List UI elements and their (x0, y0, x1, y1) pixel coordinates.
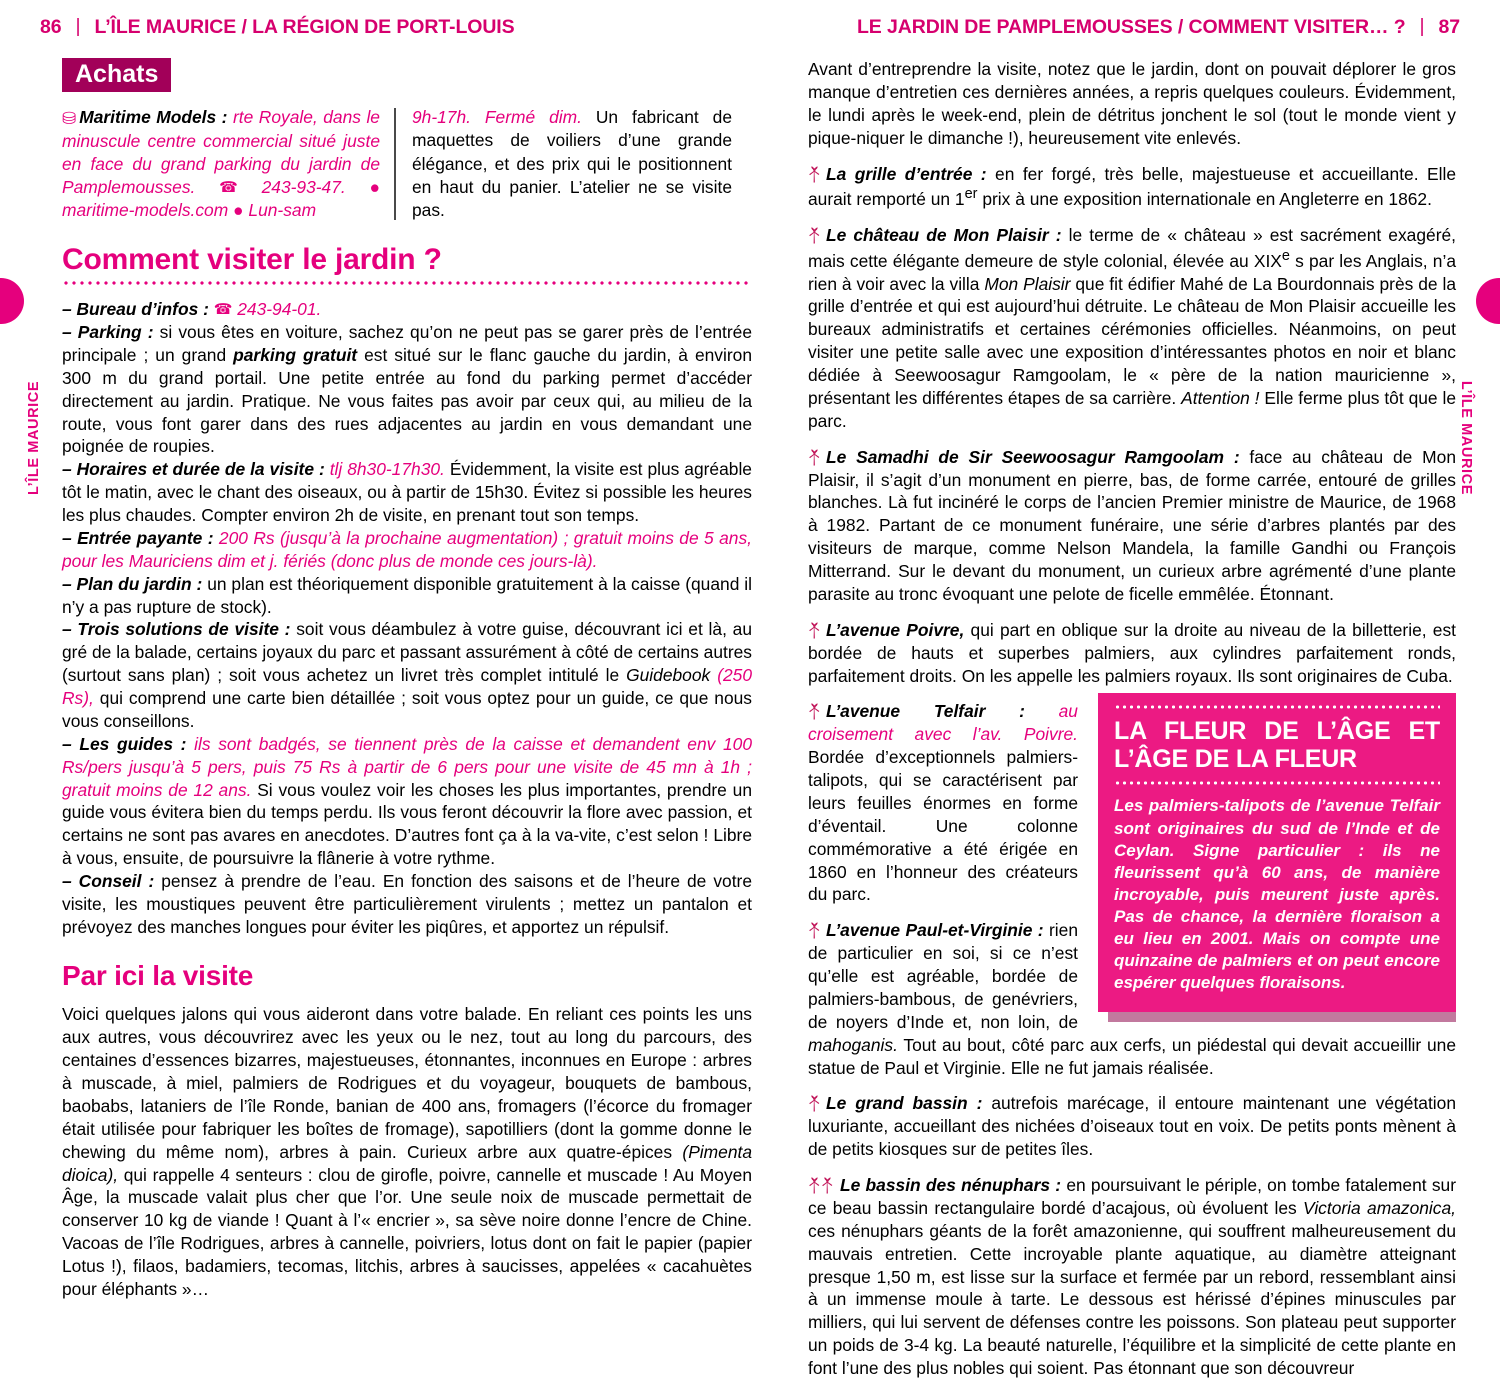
entry-chateau-p4: Elle ferme plus tôt que le parc. (808, 387, 1456, 431)
palm-tree-icon (808, 1095, 821, 1112)
par-ici-body (62, 1003, 752, 1300)
entry-nenuphars-label: Le bassin des nénuphars : (840, 1175, 1062, 1196)
entry-telfair-pink: au croisement avec l’av. Poivre. (808, 701, 1078, 745)
info-bureau-label: – Bureau d’infos : (62, 299, 209, 320)
info-guides (62, 733, 752, 870)
par-ici-text-2: qui rappelle 4 senteurs : clou de girofle, poivre, cannelle et muscade ! Au Moyen Âge, la muscade valait plus cher que l’or. Une seule noix de muscade permettait de conserver 10 kg de viande ! Quant à l’« encrier », sa sève noire donne l’encre de Chine. Vacoas de l’île Rodrigues, arbres à cannelle, poivriers, lotus dont on fait le papier (papier Lotus !), filaos, badamiers, tecomas, litchis, arbres à saucisses, appelées « cacahuètes pour éléphants »… (62, 1164, 752, 1299)
right-intro-paragraph: Avant d’entreprendre la visite, notez que le jardin, dont on pouvait déplorer le gros manque d’entretien ces dernières années, a repris quelques couleurs. Évidemment, le lundi après le week-end, plein de détritus jonchent le sol (tout le monde vient y pique-niquer le dimanche !), heureusement vite enlevés. (808, 59, 1456, 148)
palm-tree-icon (808, 449, 821, 466)
entry-chateau-mon-plaisir (808, 224, 1456, 433)
palm-tree-icon (808, 622, 821, 639)
entry-chateau-p3: que fit édifier Mahé de La Bourdonnais près de la grille d’entrée et qui est aujourd’hui détruite. Le château de Mon Plaisir accueille les bureaux administratifs et certaines cérémonies officielles. Néanmoins, on peut visiter une petite salle avec une exposition d’intéressantes photos en noir et blanc dédiée à Seewoosagur Ramgoolam, le « père de la nation mauricienne », présentant les différentes étapes de sa carrière. (808, 273, 1456, 408)
sidebar-box-fleur-de-lage (1098, 693, 1456, 1012)
rubric-achats: Achats (62, 58, 171, 92)
side-tab-dot-left (0, 278, 24, 324)
bullet-icon-2: ● (233, 200, 244, 221)
shop-description: Un fabricant de maquettes de voiliers d’une grande élégance, et des prix qui le positionnent en haut du panier. L’atelier ne se visite pas. (412, 107, 732, 220)
info-entree (62, 527, 752, 573)
side-tab-dot-right (1476, 278, 1500, 324)
folio-right: 87 (1438, 15, 1460, 38)
info-horaires-label: – Horaires et durée de la visite : (62, 459, 325, 480)
entry-grand-bassin-label: Le grand bassin : (826, 1093, 983, 1114)
shop-listing (62, 106, 752, 222)
phone-icon-bureau: ☎ (213, 301, 233, 319)
palm-tree-icon (808, 166, 821, 183)
info-guides-label: – Les guides : (62, 733, 187, 754)
entry-chateau-p1: le terme de « château » est sacrément exagéré, mais cette élégante demeure de style colonial, élevée au XIX (808, 225, 1456, 271)
entry-poivre-label: L’avenue Poivre, (826, 619, 965, 640)
entry-nenuphars-text-1: en poursuivant le périple, on tombe fatalement sur ce beau bassin rectangulaire bordé d’acajous, où évoluent les (808, 1175, 1456, 1218)
info-bureau (62, 298, 752, 321)
phone-icon: ☎ (219, 179, 238, 197)
entry-telfair-text: Bordée d’exceptionnels palmiers-talipots, qui se caractérisent par leurs feuilles énormes en forme d’éventail. Une colonne commémorative a été érigée en 1860 en l’honneur des créateurs du parc. (808, 747, 1078, 905)
sidebar-box-body (1098, 693, 1456, 1012)
shop-listing-left (62, 106, 394, 222)
info-trois-label: – Trois solutions de visite : (62, 619, 291, 640)
info-guides-text: Si vous voulez voir les choses les plus importantes, prendre un guide vous évitera bien du temps perdu. Ils vous feront découvrir la flore avec passion, et certains ne sont pas avares en anecdotes. D’autres font ça à la va-vite, c’est selon ! Libre à vous, ensuite, de poursuivre la flânerie à votre rythme. (62, 779, 752, 869)
par-ici-italic: (Pimenta dioica), (62, 1141, 752, 1185)
info-conseil-label: – Conseil : (62, 871, 155, 892)
info-plan (62, 573, 752, 619)
entry-samadhi-label: Le Samadhi de Sir Seewoosagur Ramgoolam : (826, 446, 1240, 467)
entry-samadhi-text: face au château de Mon Plaisir, il s’agit d’un monument en pierre, bas, de forme carrée, entouré de grilles blanches. Là fut incinéré le corps de l’ancien Premier ministre de Maurice, de 1968 à 1982. Partant de ce monument funéraire, une série d’arbres plantés par des visiteurs de marque, comme Nelson Mandela, la famille Gandhi ou François Mitterrand. Sur le devant du monument, un curieux arbre agrémenté d’une plante parasite au tronc évoquant une pelote de ficelle emmêlée. Étonnant. (808, 446, 1456, 604)
sidebar-box-text: Les palmiers-talipots de l’avenue Telfair sont originaires du sud de l’Inde et de Ceylan. Signe particulier : ils ne fleurissent qu’à 60 ans, de manière incroyable, puis meurent juste après. Pas de chance, la dernière floraison a eu lieu en 2001. Mais on compte une quinzaine de palmiers et on peut encore espérer quelques floraisons. (1114, 796, 1440, 993)
entry-samadhi (808, 446, 1456, 606)
shop-days: Lun-sam (243, 200, 317, 221)
right-column (808, 58, 1456, 1380)
folio-left: 86 (40, 15, 62, 38)
entry-grand-bassin-text: autrefois marécage, il entoure maintenant une végétation luxuriante, accueillant des nichées d’oiseaux tout en voix. De petits ponts mènent à de petits kiosques sur de petites îles. (808, 1093, 1456, 1160)
par-ici-paragraph (62, 1003, 752, 1300)
folio-separator-right: | (1419, 14, 1425, 37)
info-trois-text-2: qui comprend une carte bien détaillée ; soit vous optez pour un guide, ce que nous vous conseillons. (62, 688, 752, 731)
palm-tree-icon-double (808, 1177, 835, 1194)
palm-tree-icon (808, 922, 821, 939)
info-horaires-pink: tlj 8h30-17h30. (324, 459, 445, 480)
entry-paul-virginie-italic: mahoganis. (808, 1034, 898, 1055)
sidebar-box-rule-bottom (1114, 781, 1440, 785)
info-parking-text-2: est situé sur le flanc gauche du jardin, à environ 300 m du grand portail. Une petite entrée au fond du parking permet d’accéder directement au jardin. Pratique. Ne vous faites pas avoir par ceux qui, au milieu de la route, vous font garer dans des rues adjacentes au jardin en vous demandant une poignée de roupies. (62, 344, 752, 457)
entry-telfair-label: L’avenue Telfair : (826, 701, 1025, 722)
shop-website: maritime-models.com (62, 200, 234, 221)
entry-chateau-italic-1: Mon Plaisir (984, 273, 1071, 294)
running-head-right-title: LE JARDIN DE PAMPLEMOUSSES / COMMENT VISITER… ? (856, 15, 1406, 38)
entry-paul-virginie-text-2: Tout au bout, côté parc aux cerfs, un piédestal qui devait accueillir une statue de Paul et Virginie. Elle ne fut jamais réalisée. (808, 1034, 1456, 1078)
side-tab-label-left: L’ÎLE MAURICE (26, 380, 42, 495)
entry-grille-label: La grille d’entrée : (826, 163, 987, 184)
running-head-right (857, 12, 1460, 42)
entry-nenuphars-italic: Victoria amazonica, (1303, 1197, 1456, 1218)
entry-chateau-sup: e (1281, 247, 1290, 264)
info-trois-italic: Guidebook (626, 665, 711, 686)
entry-nenuphars-text-2: ces nénuphars géants de la forêt amazonienne, qui souffrent malheureusement du mauvais entretien. Cette incroyable plante aquatique, au diamètre atteignant presque 1,50 m, est lisse sur la surface et fermée par un rebord, ressemblant ainsi à un immense moule à tarte. Le dessous est hérissé d’épines minuscules par milliers, qui lui servent de défenses contre les poissons. Son plateau peut supporter un poids de 3-4 kg. La beauté naturelle, l’équilibre et la simplicité de cette plante en font l’une des plus nobles qui soient. Pas étonnant que son découvreur (808, 1220, 1456, 1379)
running-head-left (40, 12, 515, 42)
info-trois-text-1: soit vous déambulez à votre guise, découvrant ici et là, au gré de la balade, certains joyaux du parc et passant assurément à côté de certains autres (surtout sans plan) ; soit vous achetez un livret très complet intitulé le (62, 619, 752, 686)
info-parking-label: – Parking : (62, 322, 154, 343)
info-plan-text: un plan est théoriquement disponible gratuitement à la caisse (quand il n’y a pas rupture de stock). (62, 573, 752, 617)
info-entree-pink: 200 Rs (jusqu’à la prochaine augmentation) ; gratuit moins de 5 ans, pour les Mauriciens dim et j. fériés (donc plus de monde ces jours-là). (62, 527, 752, 571)
side-tab-label-right: L’ÎLE MAURICE (1458, 380, 1474, 495)
shop-listing-right (396, 106, 732, 222)
bullet-icon-1: ● (369, 177, 380, 198)
section-title-comment-visiter: Comment visiter le jardin ? (62, 243, 442, 277)
entry-grille-entree (808, 163, 1456, 212)
shopping-basket-icon: ⛁ (62, 109, 77, 129)
sidebar-box-title: LA FLEUR DE L’ÂGE ET L’ÂGE DE LA FLEUR (1114, 717, 1440, 774)
visit-info-list (62, 298, 752, 939)
folio-separator-left: | (75, 14, 81, 37)
shop-address: rte Royale, dans le minuscule centre commercial situé juste en face du grand parking du jardin de Pamplemousses. (62, 107, 380, 198)
section-title-par-ici: Par ici la visite (62, 959, 254, 991)
side-tab-left (0, 0, 42, 1216)
info-trois-solutions (62, 618, 752, 732)
entry-paul-virginie-label: L’avenue Paul-et-Virginie : (826, 920, 1044, 941)
entry-poivre-text: qui part en oblique sur la droite au niveau de la billetterie, est bordée de hauts et superbes palmiers, aux cylindres parfaitement ronds, parfaitement droits. On les appelle les palmiers royaux. Ils sont originaires de Cuba. (808, 619, 1456, 686)
shop-phone: 243-93-47. (237, 177, 346, 198)
section-par-ici-la-visite (62, 961, 752, 991)
entry-grand-bassin (808, 1092, 1456, 1161)
info-horaires-text: Évidemment, la visite est plus agréable tôt le matin, avec le chant des oiseaux, ou à partir de 15h30. Évitez si possible les heures les plus chaudes. Compter environ 2h de visite, en prenant tout son temps. (62, 459, 752, 526)
shop-hours: 9h-17h. Fermé dim. (412, 107, 582, 128)
shop-name: Maritime Models : (79, 107, 228, 128)
par-ici-text-1: Voici quelques jalons qui vous aideront dans votre balade. En reliant ces points les uns aux autres, vous découvrirez avec les yeux ou le nez, tout au long du parcours, des centaines d’essences bizarres, majestueuses, étonnantes, inconnues en Europe : arbres à muscade, à miel, palmiers de Rodrigues et du voyageur, bouquets de bambous, baobabs, lataniers de l’île Ronde, banian de 400 ans, fromagers (l’écorce du fromager était utilisée pour fabriquer les boîtes de fromage), sapotilliers (dont la gomme donne le chewing du même nom), arbres à pain. Curieux arbre aux quatre-épices (62, 1004, 752, 1162)
entry-avenue-poivre (808, 619, 1456, 688)
entry-bassin-nenuphars (808, 1174, 1456, 1380)
left-column (62, 58, 752, 1301)
info-parking-bold: parking gratuit (233, 344, 358, 365)
info-trois-pink: (250 Rs), (62, 665, 752, 709)
info-entree-label: – Entrée payante : (62, 527, 214, 548)
info-plan-label: – Plan du jardin : (62, 573, 203, 594)
entry-chateau-p2: s par les Anglais, n’a rien à voir avec la villa (808, 250, 1456, 294)
entry-chateau-italic-2: Attention ! (1181, 387, 1260, 408)
section-comment-visiter (62, 244, 752, 285)
entry-grille-text-1: en fer forgé, très belle, majestueuse et accueillante. Elle aurait remporté un 1 (808, 163, 1456, 210)
info-bureau-phone: 243-94-01. (232, 299, 322, 320)
sidebar-box-rule-top (1114, 705, 1440, 709)
info-parking (62, 321, 752, 458)
running-head-left-title: L’ÎLE MAURICE / LA RÉGION DE PORT-LOUIS (94, 15, 515, 38)
info-guides-pink: ils sont badgés, se tiennent près de la caisse et demandent env 100 Rs/pers jusqu’à 5 pers, puis 75 Rs à partir de 6 pers pour une visite de 45 mn à 1h ; gratuit moins de 12 ans. (62, 733, 753, 800)
info-parking-text-1: si vous êtes en voiture, sachez qu’on ne peut pas se garer près de l’entrée principale ; un grand (62, 322, 752, 365)
palm-tree-icon (808, 227, 821, 244)
info-conseil-text: pensez à prendre de l’eau. En fonction des saisons et de l’heure de votre visite, les moustiques peuvent être particulièrement virulents ; mettez un pantalon et prévoyez des manches longues pour éviter les piqûres, et apportez un répulsif. (62, 871, 752, 937)
entry-paul-virginie-text-1: rien de particulier en soi, si ce n’est qu’elle est agréable, bordée de palmiers-bambous, de genévriers, de noyers d’Inde et, non loin, de (808, 920, 1078, 1032)
palm-tree-icon (808, 703, 821, 720)
entry-grille-text-2: prix à une exposition internationale en Angleterre en 1862. (977, 189, 1432, 210)
section-dotted-rule-1 (62, 281, 752, 285)
info-conseil (62, 870, 752, 939)
entry-grille-sup: er (964, 186, 978, 203)
side-tab-right (1458, 0, 1500, 1216)
info-horaires (62, 458, 752, 527)
entry-chateau-label: Le château de Mon Plaisir : (826, 225, 1062, 246)
